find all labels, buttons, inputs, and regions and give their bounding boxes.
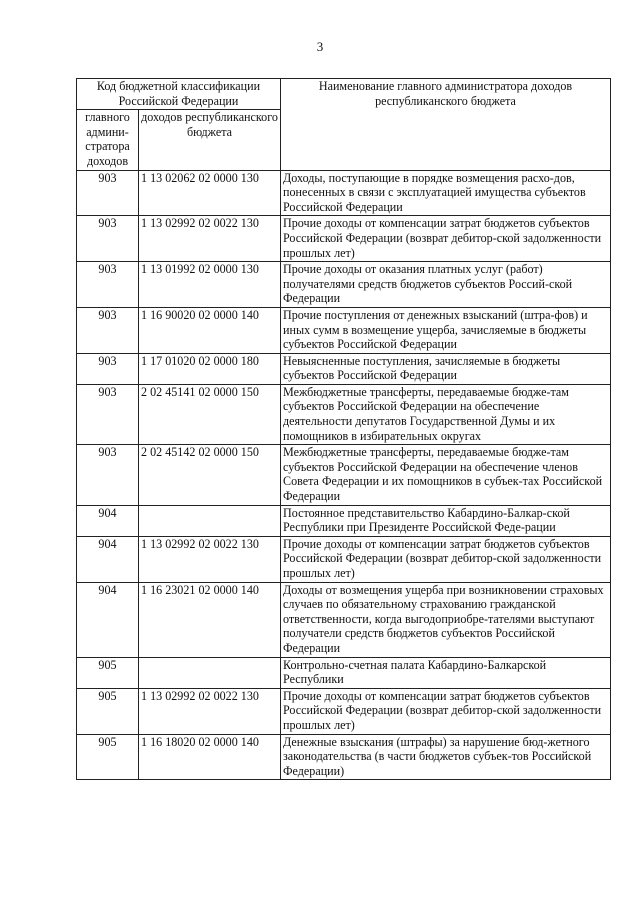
revenue-name-cell: Межбюджетные трансферты, передаваемые бюдже-там субъектов Российской Федерации на обеспечение деятельности депутатов Государственной Думы и их помощников в избирательных округах [281,384,611,444]
revenue-code-cell: 1 13 02062 02 0000 130 [139,170,281,216]
administrator-code-cell: 903 [77,353,139,384]
table-row [77,505,611,536]
administrator-code-cell: 904 [77,505,139,536]
revenue-name-cell: Доходы от возмещения ущерба при возникновении страховых случаев по обязательному страхованию гражданской ответственности, когда выгодоприобре-тателями выступают получатели средств бюджетов субъектов Российской Федерации [281,582,611,657]
revenue-code-cell: 1 13 02992 02 0022 130 [139,216,281,262]
revenue-code-cell: 1 16 18020 02 0000 140 [139,734,281,780]
header-classification-code: Код бюджетной классификации Российской Федерации [77,79,281,110]
administrator-code-cell: 903 [77,216,139,262]
revenue-code-cell: 1 17 01020 02 0000 180 [139,353,281,384]
revenue-code-cell: 1 13 02992 02 0022 130 [139,688,281,734]
table-row [77,734,611,780]
administrator-code-cell: 905 [77,734,139,780]
table-row [77,353,611,384]
table-row [77,262,611,308]
header-main-administrator: главного админи-стратора доходов [77,110,139,170]
administrator-code-cell: 903 [77,384,139,444]
revenue-name-cell: Контрольно-счетная палата Кабардино-Балкарской Республики [281,657,611,688]
table-row [77,445,611,505]
revenue-name-cell: Невыясненные поступления, зачисляемые в бюджеты субъектов Российской Федерации [281,353,611,384]
revenue-code-cell: 1 16 23021 02 0000 140 [139,582,281,657]
revenue-name-cell: Постоянное представительство Кабардино-Балкар-ской Республики при Президенте Российской Феде-рации [281,505,611,536]
table-header [77,79,611,171]
page-number: 3 [316,39,324,54]
revenue-name-cell: Прочие доходы от оказания платных услуг (работ) получателями средств бюджетов субъектов Россий-ской Федерации [281,262,611,308]
revenue-name-cell: Доходы, поступающие в порядке возмещения расхо-дов, понесенных в связи с эксплуатацией имущества субъектов Российской Федерации [281,170,611,216]
administrator-code-cell: 904 [77,536,139,582]
administrator-code-cell: 903 [77,262,139,308]
header-revenue-code: доходов республиканского бюджета [139,110,281,170]
revenue-name-cell: Прочие доходы от компенсации затрат бюджетов субъектов Российской Федерации (возврат дебитор-ской задолженности прошлых лет) [281,216,611,262]
administrator-code-cell: 905 [77,657,139,688]
revenue-code-cell [139,657,281,688]
administrator-code-cell: 905 [77,688,139,734]
table-row [77,170,611,216]
revenue-code-cell [139,505,281,536]
administrator-code-cell: 903 [77,170,139,216]
table-row [77,582,611,657]
table-row [77,688,611,734]
administrator-code-cell: 903 [77,307,139,353]
revenue-code-cell: 2 02 45141 02 0000 150 [139,384,281,444]
revenue-code-cell: 1 13 02992 02 0022 130 [139,536,281,582]
administrator-code-cell: 904 [77,582,139,657]
table-row [77,657,611,688]
header-administrator-name: Наименование главного администратора доходов республиканского бюджета [281,79,611,171]
revenue-code-cell: 2 02 45142 02 0000 150 [139,445,281,505]
revenue-code-cell: 1 16 90020 02 0000 140 [139,307,281,353]
table-row [77,536,611,582]
revenue-code-cell: 1 13 01992 02 0000 130 [139,262,281,308]
revenue-name-cell: Межбюджетные трансферты, передаваемые бюдже-там субъектов Российской Федерации на обеспечение членов Совета Федерации и их помощников в субъек-тах Российской Федерации [281,445,611,505]
table-body [77,170,611,780]
revenue-name-cell: Денежные взыскания (штрафы) за нарушение бюд-жетного законодательства (в части бюджетов субъек-тов Российской Федерации) [281,734,611,780]
table-row [77,307,611,353]
revenue-name-cell: Прочие доходы от компенсации затрат бюджетов субъектов Российской Федерации (возврат дебитор-ской задолженности прошлых лет) [281,688,611,734]
table-row [77,384,611,444]
administrator-code-cell: 903 [77,445,139,505]
table-row [77,216,611,262]
revenue-name-cell: Прочие поступления от денежных взысканий (штра-фов) и иных сумм в возмещение ущерба, зачисляемые в бюджеты субъектов Российской Федерации [281,307,611,353]
revenue-name-cell: Прочие доходы от компенсации затрат бюджетов субъектов Российской Федерации (возврат дебитор-ской задолженности прошлых лет) [281,536,611,582]
budget-classification-table [76,78,611,780]
